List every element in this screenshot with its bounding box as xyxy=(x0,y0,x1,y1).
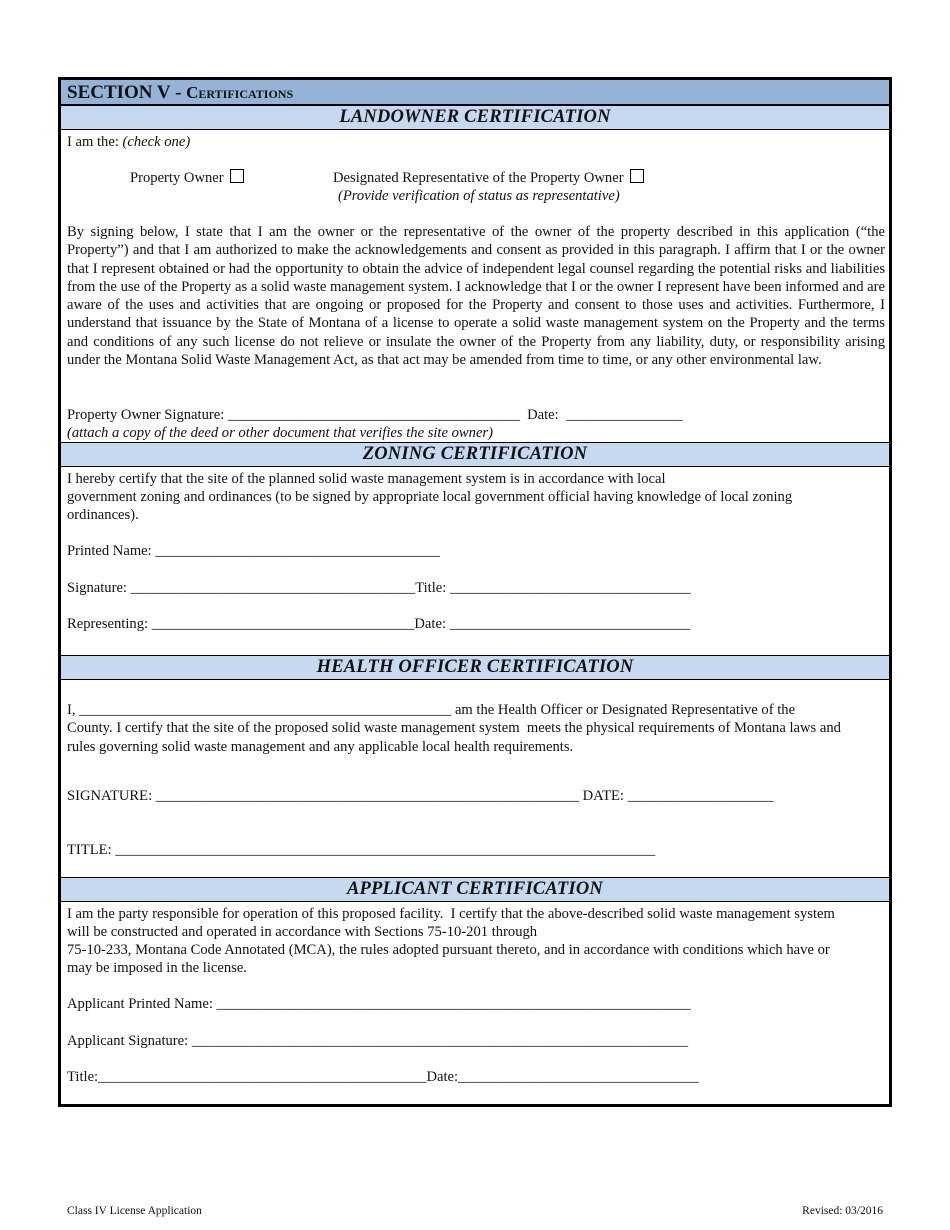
zoning-heading: ZONING CERTIFICATION xyxy=(61,442,889,467)
zoning-text-line3: ordinances). xyxy=(67,507,139,523)
rep-verification-note: (Provide verification of status as representative) xyxy=(338,188,620,204)
applicant-text-line1: I am the party responsible for operation of this proposed facility. I certify that the above-described solid waste management system xyxy=(67,906,835,922)
footer-form-name: Class IV License Application xyxy=(67,1205,202,1217)
property-owner-option[interactable] xyxy=(130,169,244,187)
health-title-field[interactable]: TITLE: __________________________________________________________________________ xyxy=(67,842,656,858)
designated-rep-label: Designated Representative of the Property Owner xyxy=(333,170,624,186)
check-one-note: (check one) xyxy=(122,134,191,150)
health-officer-heading: HEALTH OFFICER CERTIFICATION xyxy=(61,655,889,680)
property-owner-label: Property Owner xyxy=(130,170,224,186)
health-text-line2: County. I certify that the site of the proposed solid waste management system meets the physical requirements of Montana laws and xyxy=(67,720,841,736)
zoning-representing-date-field[interactable]: Representing: ____________________________________Date: _________________________________ xyxy=(67,616,691,632)
i-am-the-label xyxy=(67,133,190,151)
applicant-text-line3: 75-10-233, Montana Code Annotated (MCA), the rules adopted pursuant thereto, and in accordance with conditions which have or xyxy=(67,942,830,958)
applicant-text-line4: may be imposed in the license. xyxy=(67,960,247,976)
attach-deed-note: (attach a copy of the deed or other document that verifies the site owner) xyxy=(67,425,493,441)
health-signature-date-field[interactable]: SIGNATURE: __________________________________________________________ DATE: ____________________ xyxy=(67,788,774,804)
section-title-main: Certifications xyxy=(186,83,294,102)
designated-rep-checkbox[interactable] xyxy=(630,169,644,183)
zoning-text-line1: I hereby certify that the site of the planned solid waste management system is in accordance with local xyxy=(67,471,666,487)
certifications-form xyxy=(58,77,892,1107)
health-text-line3: rules governing solid waste management and any applicable local health requirements. xyxy=(67,739,574,755)
landowner-statement: By signing below, I state that I am the owner or the representative of the owner of the property described in this application (“the Property”) and that I am authorized to make the acknowledgements and consent as provided in this paragraph. I affirm that I or the owner that I represent obtained or had the opportunity to obtain the advice of independent legal counsel regarding the potential risks and liabilities from the use of the Property as a solid waste management system. I acknowledge that I or the owner I represent have been informed and are aware of the uses and activities that are ongoing or proposed for the Property and consent to those uses and activities. Furthermore, I understand that issuance by the State of Montana of a license to operate a solid waste management system on the Property and the terms and conditions of any such license do not relieve or insulate the owner of the Property from any liability, duty, or responsibility arising under the Montana Solid Waste Management Act, as that act may be amended from time to time, or any other environmental law. xyxy=(67,224,885,369)
section-title xyxy=(61,80,889,105)
zoning-signature-title-field[interactable]: Signature: _______________________________________Title: _________________________________ xyxy=(67,580,691,596)
health-text-line1[interactable]: I, ___________________________________________________ am the Health Officer or Designated Representative of the xyxy=(67,702,796,718)
property-owner-checkbox[interactable] xyxy=(230,169,244,183)
applicant-title-date-field[interactable]: Title:_____________________________________________Date:_________________________________ xyxy=(67,1069,699,1085)
designated-rep-option[interactable] xyxy=(333,169,644,187)
footer-revised-date: Revised: 03/2016 xyxy=(802,1205,883,1217)
landowner-heading: LANDOWNER CERTIFICATION xyxy=(61,105,889,130)
applicant-printed-name-field[interactable]: Applicant Printed Name: _________________________________________________________________ xyxy=(67,996,691,1012)
property-owner-signature-line[interactable]: Property Owner Signature: ________________________________________ Date: ________________ xyxy=(67,407,683,423)
section-title-prefix: SECTION V - xyxy=(67,82,187,103)
applicant-heading: APPLICANT CERTIFICATION xyxy=(61,877,889,902)
i-am-the-text: I am the: xyxy=(67,134,123,150)
zoning-text-line2: government zoning and ordinances (to be signed by appropriate local government official having knowledge of local zoning xyxy=(67,489,793,505)
applicant-signature-field[interactable]: Applicant Signature: ____________________________________________________________________ xyxy=(67,1033,689,1049)
applicant-text-line2: will be constructed and operated in accordance with Sections 75-10-201 through xyxy=(67,924,538,940)
zoning-printed-name-field[interactable]: Printed Name: _______________________________________ xyxy=(67,543,440,559)
